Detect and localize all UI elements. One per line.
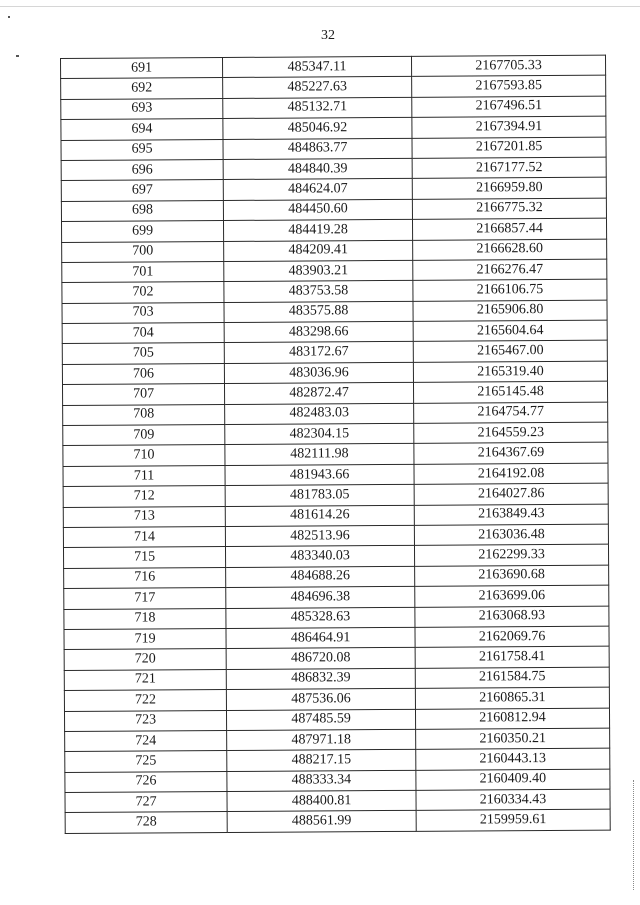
point-number-cell: 696	[61, 159, 223, 180]
x-coordinate-cell: 484863.77	[223, 138, 412, 160]
x-coordinate-cell: 483172.67	[224, 342, 413, 364]
scan-top-edge	[0, 6, 640, 7]
y-coordinate-cell: 2167593.85	[412, 76, 606, 98]
y-coordinate-cell: 2160812.94	[415, 708, 609, 730]
scan-edge-marks	[633, 780, 636, 890]
y-coordinate-cell: 2167394.91	[412, 116, 606, 138]
coordinates-table-body	[61, 55, 611, 833]
y-coordinate-cell: 2160443.13	[416, 748, 610, 770]
point-number-cell: 727	[65, 792, 227, 813]
x-coordinate-cell: 482483.03	[225, 403, 414, 425]
point-number-cell: 701	[62, 261, 224, 282]
point-number-cell: 709	[63, 425, 225, 446]
point-number-cell: 718	[64, 608, 226, 629]
table-row	[65, 810, 610, 834]
y-coordinate-cell: 2164754.77	[414, 402, 608, 424]
x-coordinate-cell: 485347.11	[223, 56, 412, 78]
y-coordinate-cell: 2163068.93	[415, 606, 609, 628]
x-coordinate-cell: 484696.38	[226, 586, 415, 608]
y-coordinate-cell: 2165145.48	[413, 381, 607, 403]
x-coordinate-cell: 488400.81	[227, 790, 416, 812]
point-number-cell: 694	[61, 119, 223, 140]
y-coordinate-cell: 2164192.08	[414, 463, 608, 485]
point-number-cell: 691	[61, 58, 223, 79]
y-coordinate-cell: 2163849.43	[414, 504, 608, 526]
y-coordinate-cell: 2161584.75	[415, 667, 609, 689]
x-coordinate-cell: 484419.28	[223, 219, 412, 241]
x-coordinate-cell: 486720.08	[226, 648, 415, 670]
y-coordinate-cell: 2163699.06	[415, 585, 609, 607]
point-number-cell: 702	[62, 282, 224, 303]
point-number-cell: 716	[64, 567, 226, 588]
x-coordinate-cell: 481943.66	[225, 464, 414, 486]
y-coordinate-cell: 2164559.23	[414, 422, 608, 444]
point-number-cell: 710	[63, 445, 225, 466]
point-number-cell: 719	[64, 628, 226, 649]
y-coordinate-cell: 2165319.40	[413, 361, 607, 383]
y-coordinate-cell: 2165604.64	[413, 320, 607, 342]
point-number-cell: 692	[61, 78, 223, 99]
x-coordinate-cell: 488217.15	[227, 750, 416, 772]
scan-speck	[16, 55, 19, 57]
x-coordinate-cell: 487536.06	[226, 688, 415, 710]
y-coordinate-cell: 2167177.52	[412, 157, 606, 179]
y-coordinate-cell: 2162069.76	[415, 626, 609, 648]
y-coordinate-cell: 2160334.43	[416, 789, 610, 811]
point-number-cell: 707	[62, 384, 224, 405]
y-coordinate-cell: 2163690.68	[415, 565, 609, 587]
point-number-cell: 703	[62, 302, 224, 323]
point-number-cell: 699	[61, 221, 223, 242]
point-number-cell: 711	[63, 465, 225, 486]
point-number-cell: 712	[63, 486, 225, 507]
y-coordinate-cell: 2162299.33	[414, 545, 608, 567]
x-coordinate-cell: 483036.96	[224, 362, 413, 384]
point-number-cell: 697	[61, 180, 223, 201]
x-coordinate-cell: 483340.03	[225, 546, 414, 568]
x-coordinate-cell: 485132.71	[223, 97, 412, 119]
y-coordinate-cell: 2167201.85	[412, 137, 606, 159]
y-coordinate-cell: 2166628.60	[413, 239, 607, 261]
page-number: 32	[321, 28, 335, 43]
point-number-cell: 695	[61, 139, 223, 160]
y-coordinate-cell: 2166775.32	[412, 198, 606, 220]
x-coordinate-cell: 483298.66	[224, 321, 413, 343]
y-coordinate-cell: 2166106.75	[413, 279, 607, 301]
y-coordinate-cell: 2161758.41	[415, 646, 609, 668]
point-number-cell: 714	[63, 526, 225, 547]
point-number-cell: 720	[64, 649, 226, 670]
y-coordinate-cell: 2166959.80	[412, 178, 606, 200]
x-coordinate-cell: 482304.15	[225, 423, 414, 445]
x-coordinate-cell: 486832.39	[226, 668, 415, 690]
y-coordinate-cell: 2163036.48	[414, 524, 608, 546]
x-coordinate-cell: 483575.88	[224, 301, 413, 323]
x-coordinate-cell: 485328.63	[226, 607, 415, 629]
x-coordinate-cell: 484624.07	[223, 179, 412, 201]
y-coordinate-cell: 2164367.69	[414, 443, 608, 465]
x-coordinate-cell: 484450.60	[223, 199, 412, 221]
point-number-cell: 721	[64, 669, 226, 690]
point-number-cell: 704	[62, 323, 224, 344]
y-coordinate-cell: 2160409.40	[416, 769, 610, 791]
point-number-cell: 706	[62, 363, 224, 384]
point-number-cell: 713	[63, 506, 225, 527]
point-number-cell: 700	[62, 241, 224, 262]
y-coordinate-cell: 2160865.31	[415, 687, 609, 709]
x-coordinate-cell: 482872.47	[224, 383, 413, 405]
x-coordinate-cell: 485227.63	[223, 77, 412, 99]
x-coordinate-cell: 488333.34	[227, 770, 416, 792]
x-coordinate-cell: 481783.05	[225, 485, 414, 507]
point-number-cell: 698	[61, 200, 223, 221]
x-coordinate-cell: 484688.26	[226, 566, 415, 588]
point-number-cell: 725	[65, 751, 227, 772]
y-coordinate-cell: 2166276.47	[413, 259, 607, 281]
x-coordinate-cell: 486464.91	[226, 627, 415, 649]
point-number-cell: 705	[62, 343, 224, 364]
x-coordinate-cell: 487485.59	[226, 709, 415, 731]
point-number-cell: 708	[63, 404, 225, 425]
y-coordinate-cell: 2165467.00	[413, 341, 607, 363]
point-number-cell: 724	[65, 730, 227, 751]
x-coordinate-cell: 482513.96	[225, 525, 414, 547]
x-coordinate-cell: 482111.98	[225, 444, 414, 466]
x-coordinate-cell: 487971.18	[227, 729, 416, 751]
x-coordinate-cell: 483753.58	[224, 281, 413, 303]
x-coordinate-cell: 484840.39	[223, 158, 412, 180]
point-number-cell: 723	[64, 710, 226, 731]
coordinates-table	[60, 55, 611, 834]
x-coordinate-cell: 483903.21	[224, 260, 413, 282]
y-coordinate-cell: 2159959.61	[416, 810, 610, 832]
point-number-cell: 722	[64, 690, 226, 711]
y-coordinate-cell: 2166857.44	[412, 218, 606, 240]
x-coordinate-cell: 488561.99	[227, 811, 416, 833]
x-coordinate-cell: 485046.92	[223, 118, 412, 140]
x-coordinate-cell: 481614.26	[225, 505, 414, 527]
point-number-cell: 715	[63, 547, 225, 568]
y-coordinate-cell: 2167705.33	[411, 55, 605, 77]
point-number-cell: 693	[61, 98, 223, 119]
point-number-cell: 728	[65, 812, 227, 833]
y-coordinate-cell: 2160350.21	[416, 728, 610, 750]
y-coordinate-cell: 2165906.80	[413, 300, 607, 322]
x-coordinate-cell: 484209.41	[224, 240, 413, 262]
scan-speck	[8, 16, 10, 18]
point-number-cell: 726	[65, 771, 227, 792]
y-coordinate-cell: 2167496.51	[412, 96, 606, 118]
y-coordinate-cell: 2164027.86	[414, 483, 608, 505]
point-number-cell: 717	[64, 588, 226, 609]
